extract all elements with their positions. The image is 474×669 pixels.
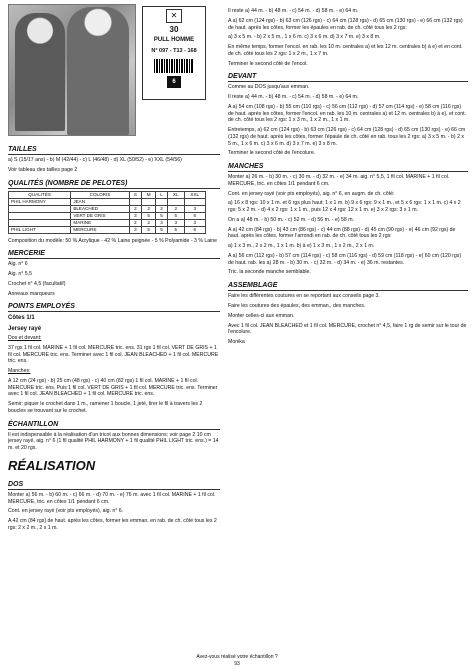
semir-text: Semir: piquer le crochet dans 1 m., ramener 1 boucle, 1 jeté, tirer le fil à travers les 2 boucles se trouvant sur le crochet.: [8, 401, 203, 414]
table-cell: JEAN: [71, 198, 129, 205]
composition-text: Composition du modèle: 50 % Acrylique - 42 % Laine peignée - 5 % Polyamide - 3 % Laine: [8, 237, 218, 244]
table-cell: BLEACHED: [71, 205, 129, 212]
pattern-number: 30: [169, 25, 179, 34]
yarn-table: [8, 191, 206, 234]
table-cell: 3: [129, 212, 142, 219]
assemblage-text: Faire les différentes coutures en se reportant aux conseils page 3.: [228, 293, 380, 300]
devant-text: Il reste a) 44 m. - b) 48 m. - c) 54 m. - d) 58 m. - e) 64 m.: [228, 94, 359, 101]
section-title-devant: DEVANT: [228, 72, 468, 82]
devant-text: Entretemps, a) 62 cm (124 rgs) - b) 63 cm (126 rgs) - c) 64 cm (128 rgs) - d) 65 cm (130 rgs) - e) 66 cm (132 rgs) de haut. après les côtes, former l'épaule de ch. côté en rab. tous les 2 rgs: a) 3 x 5 m. - b) 2 x 5 m., 1 x 6 m. c) 3 x 6 m. d) 3 x 7 m. e) 3 x 8 m.: [228, 127, 466, 147]
tailles-text: a) S (15/17 ans) - b) M (42/44) - c) L (46/48) - d) XL (50/52) - e) XXL (54/56): [8, 157, 182, 164]
manches-text: a) 16 x 8 rgs: 10 x 1 m. et 6 rgs plus haut: 1 x 1 m. b) 9 x 6 rgs: 9 x 1 m., et 5 x 6 rgs: 1 x 1 m. c) 4 x 2 rgs: 5 x 2 m. - d) 4 x 2 rgs: 1 x 1 m., puis 12 x 4 rgs: 12 x 1 m. e) 3 x 2 rgs: 3 x 1 m.: [228, 200, 461, 214]
dos-continued: A a) 62 cm (124 rgs) - b) 63 cm (126 rgs) - c) 64 cm (128 rgs) - d) 65 cm (130 rgs) - e) 66 cm (132 rgs) de haut. après les côtes, former les épaules en rab. de ch. côté tous les 2 rgs:: [228, 17, 463, 31]
table-cell: PHIL HARMONY: [9, 198, 71, 205]
left-column: [8, 140, 220, 535]
table-cell: 3: [184, 219, 205, 226]
needles-icon: ✕: [166, 9, 182, 23]
table-cell: 5: [142, 226, 156, 233]
table-cell: 2: [156, 205, 168, 212]
mercerie-item: Crochet n° 4,5 (facultatif): [8, 280, 66, 287]
table-cell: 2: [167, 205, 184, 212]
table-cell: [156, 198, 168, 205]
devant-text: A a) 54 cm (108 rgs) - b) 55 cm (110 rgs) - c) 56 cm (112 rgs) - d) 57 cm (114 rgs) - e) 58 cm (116 rgs) de haut. après les côtes, former l'encol. en rab. les 10 m. centrales a) et 12 m. centrales b) à e), et cont. de ch. côté tous les 2 rgs: 1 x 3 m., 1 x 2 m., 1 x 1 m.: [228, 103, 467, 124]
manches-text: On a a) 48 m. - b) 50 m. - c) 52 m. - d) 56 m. - e) 58 m.: [228, 216, 354, 223]
needle-size-badge: 6: [167, 76, 181, 88]
devant-text: Comme au DOS jusqu'aux emman.: [228, 84, 310, 91]
jersey-title: Jersey rayé: [8, 326, 42, 333]
dos-continued: Terminer le second côté de l'encol.: [228, 60, 308, 67]
table-cell: 2: [129, 219, 142, 226]
table-row: [9, 198, 206, 205]
table-cell: MARINE: [71, 219, 129, 226]
pattern-badge: [142, 6, 206, 100]
table-cell: MERCURE: [71, 226, 129, 233]
page-number: 93: [234, 660, 240, 667]
table-cell: 6: [184, 226, 205, 233]
table-cell: 2: [142, 219, 156, 226]
table-cell: 5: [156, 212, 168, 219]
manches-text: Cont. en jersey rayé (voir pts employés), aig. n° 6, en augm. de ch. côté:: [228, 190, 395, 197]
table-cell: 3: [184, 205, 205, 212]
section-title-qualites: QUALITÉS (NOMBRE DE PELOTES): [8, 179, 220, 189]
table-header: XXL: [184, 191, 205, 198]
table-cell: [129, 198, 142, 205]
table-cell: 5: [167, 226, 184, 233]
section-title-points: POINTS EMPLOYÉS: [8, 302, 220, 312]
table-cell: [9, 212, 71, 219]
manches-text: A a) 42 cm (84 rgs) - b) 43 cm (86 rgs) - c) 44 cm (88 rgs) - d) 45 cm (90 rgs) - e) 46 cm (92 rgs) de haut. après les côtes, former l'arrondi en rab. de ch. côté tous les 2 rgs:: [228, 226, 456, 240]
mercerie-item: Aig. n° 6: [8, 261, 28, 268]
page-footer: [0, 654, 474, 667]
mercerie-item: Aig. n° 5,5: [8, 271, 32, 278]
manches-text: A a) 56 cm (112 rgs) - b) 57 cm (114 rgs) - c) 58 cm (116 rgs) - d) 59 cm (118 rgs) - e) 60 cm (120 rgs) de haut. rab. les a) 28 m. - b) 30 m. - c) 32 m. - d) 34 m. - e) 36 m. restantes.: [228, 252, 462, 266]
model-photo: [8, 4, 136, 136]
table-header: S: [129, 191, 142, 198]
table-cell: [9, 219, 71, 226]
table-row: [9, 212, 206, 219]
dos-text: A 42 cm (84 rgs) de haut. après les côtes, former les emman. en rab. de ch. côté tous les 2 rgs: 2 x 2 m., 2 x 1 m.: [8, 518, 217, 531]
mercerie-item: Anneaux marqueurs: [8, 290, 55, 297]
table-cell: 3: [156, 219, 168, 226]
table-header: XL: [167, 191, 184, 198]
table-header: QUALITÉS: [9, 191, 71, 198]
manches-text: Tric. la seconde manche semblable.: [228, 269, 311, 276]
dos-text: Cont. en jersey rayé (voir pts employés), aig. n° 6.: [8, 508, 124, 515]
table-header: L: [156, 191, 168, 198]
dos-continued: Il reste a) 44 m. - b) 48 m. - c) 54 m. - d) 58 m. - e) 64 m.: [228, 8, 359, 14]
dos-continued: a) 3 x 5 m. - b) 2 x 5 m., 1 x 6 m. c) 3 x 6 m. d) 3 x 7 m. e) 3 x 8 m.: [228, 34, 381, 41]
assemblage-text: Avec 1 fil col. JEAN BLEACHED et 1 fil col. MERCURE, crochet n° 4,5, faire 1 rg de semir sur le tour de l'encolure.: [228, 322, 467, 336]
designer-signature: Monika: [228, 339, 245, 346]
barcode-icon: [154, 59, 194, 73]
jersey-manches-label: Manches:: [8, 368, 31, 375]
section-title-mercerie: MERCERIE: [8, 249, 220, 259]
cotes-title: Côtes 1/1: [8, 315, 35, 322]
table-cell: 3: [129, 226, 142, 233]
table-cell: [184, 198, 205, 205]
echantillon-text: Il est indispensable à la réalisation d'un tricot aux bonnes dimensions: voir page 2 10 cm jersey rayé, aig. n° 6 (1 fil qualité PHIL HARMONY + 1 fil qualité PHIL LIGHT tric. ens.) = 14 m. et 20 rgs.: [8, 431, 219, 452]
manches-text: a) 1 x 3 m., 2 x 2 m., 1 x 1 m. b) à e) 1 x 3 m., 1 x 2 m., 2 x 1 m.: [228, 243, 375, 250]
jersey-manches-text: A 12 cm (24 rgs) - b) 25 cm (48 rgs) - c) 40 cm (82 rgs) 1 fil col. MARINE + 1 fil col. MERCURE tric. ens. Puis 1 fil col. VERT DE GRIS + 1 fil col. MERCURE tric. ens. Terminer avec 1 fil col. JEAN BLEACHED + 1 fil col. MERCURE tric. ens.: [8, 377, 218, 398]
table-cell: 5: [167, 212, 184, 219]
table-row: [9, 226, 206, 233]
table-cell: 6: [184, 212, 205, 219]
jersey-dos-text: 37 rgs 1 fil col. MARINE + 1 fil col. MERCURE tric. ens. 31 rgs 1 fil col. VERT DE GRIS + 1 fil col. MERCURE tric. ens. Terminer avec 1 fil col. JEAN BLEACHED + 1 fil col. MERCURE tric. ens.: [8, 344, 219, 365]
table-cell: VERT DE GRIS: [71, 212, 129, 219]
table-header: COLORIS: [71, 191, 129, 198]
assemblage-text: Faire les coutures des épaules, des emman., des manches.: [228, 303, 366, 310]
table-cell: 2: [142, 205, 156, 212]
table-header-row: [9, 191, 206, 198]
section-title-assemblage: ASSEMBLAGE: [228, 281, 468, 291]
assemblage-text: Monter celles-ci aux emman.: [228, 312, 295, 319]
table-row: [9, 205, 206, 212]
model-figure-right: [67, 7, 129, 135]
table-cell: [9, 205, 71, 212]
section-title-manches: MANCHES: [228, 162, 468, 172]
table-cell: PHIL LIGHT: [9, 226, 71, 233]
realisation-title: RÉALISATION: [8, 457, 96, 473]
table-header: M: [142, 191, 156, 198]
devant-text: Terminer le second côté de l'encolure.: [228, 150, 316, 157]
table-row: [9, 219, 206, 226]
right-column: [228, 8, 468, 349]
pattern-title: PULL HOMME: [153, 37, 195, 44]
section-title-echantillon: ÉCHANTILLON: [8, 420, 220, 430]
jersey-dos-label: Dos et devant:: [8, 335, 42, 342]
section-title-tailles: TAILLES: [8, 145, 220, 155]
tailles-note: Voir tableau des tailles page 2: [8, 166, 78, 173]
pattern-code: N° 097 - T13 - 168: [151, 48, 197, 55]
table-cell: 5: [156, 226, 168, 233]
table-cell: 2: [129, 205, 142, 212]
table-cell: [142, 198, 156, 205]
table-cell: [167, 198, 184, 205]
footer-question: Avez-vous réalisé votre échantillon ?: [196, 654, 278, 660]
table-cell: 3: [167, 219, 184, 226]
dos-text: Monter a) 56 m. - b) 60 m. - c) 66 m. - d) 70 m. - e) 76 m. avec 1 fil col. MARINE + 1 fil col. MERCURE, tric. en côtes 1/1 pendant 6 cm.: [8, 491, 216, 505]
manches-text: Monter a) 26 m. - b) 30 m. - c) 30 m. - d) 32 m. - e) 34 m. aig. n° 5,5, 1 fil col. MARINE + 1 fil col. MERCURE, tric. en côtes 1/1 pendant 6 cm.: [228, 174, 450, 187]
table-cell: 5: [142, 212, 156, 219]
section-title-dos: DOS: [8, 480, 220, 490]
model-figure-left: [15, 13, 65, 131]
dos-continued: En même temps, former l'encol. en rab. les 10 m. centrales a) et les 12 m. centrales b) à e) et en cont. de ch. côté tous les 2 rgs: 1 x 2 m., 1 x 7 m.: [228, 44, 463, 57]
